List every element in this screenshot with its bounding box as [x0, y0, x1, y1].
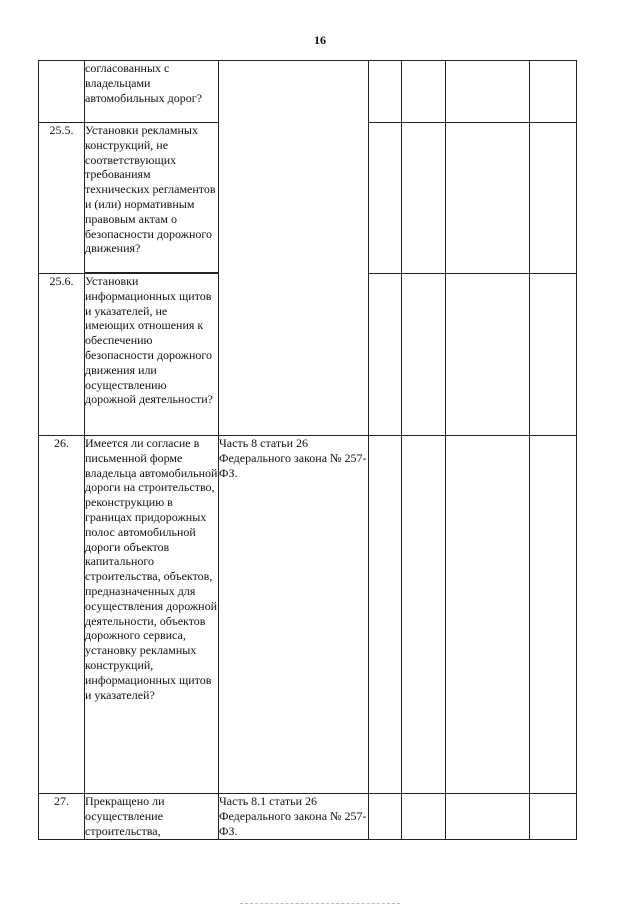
- reference-cell: Часть 8.1 статьи 26 Федерального закона № 257-ФЗ.: [219, 794, 367, 838]
- question-cell: согласованных с владельцами автомобильных дорог?: [85, 61, 219, 123]
- page-number: 16: [314, 33, 326, 47]
- reference-cell: Часть 8 статьи 26 Федерального закона № 257-ФЗ.: [219, 436, 369, 794]
- note-cell: [530, 794, 577, 840]
- table-row: [39, 436, 577, 794]
- answer-no-cell: [402, 794, 446, 840]
- answer-na-cell: [446, 123, 530, 274]
- table-row: [39, 61, 577, 121]
- row-number: 25.5.: [39, 123, 85, 274]
- answer-na-cell: [446, 274, 530, 436]
- answer-no-cell: [402, 274, 446, 436]
- answer-na-cell: [446, 794, 530, 840]
- row-number: 26.: [39, 436, 85, 794]
- answer-no-cell: [402, 123, 446, 274]
- answer-na-cell: [446, 61, 530, 123]
- question-cell: Установки рекламных конструкций, не соответствующих требованиям технических регламентов и (или) нормативным правовым актам о безопасности дорожного движения?: [85, 123, 219, 273]
- answer-yes-cell: [369, 436, 402, 794]
- note-cell: [530, 123, 577, 274]
- answer-yes-cell: [369, 274, 402, 436]
- row-number: 27.: [39, 794, 85, 840]
- answer-yes-cell: [369, 123, 402, 274]
- checklist-table: [38, 60, 577, 840]
- note-cell: [530, 61, 577, 123]
- row-number: 25.6.: [39, 274, 85, 436]
- answer-yes-cell: [369, 61, 402, 123]
- answer-yes-cell: [369, 794, 402, 840]
- question-cell: Имеется ли согласие в письменной форме владельца автомобильной дороги на строительство, реконструкцию в границах придорожных полос автомобильной дороги объектов капитального строительства, объектов, предназначенных для осуществления дорожной деятельности, объектов дорожного сервиса, установку рекламных конструкций, информационных щитов и указателей?: [85, 436, 219, 794]
- scan-edge-mark: [240, 903, 400, 904]
- answer-no-cell: [402, 61, 446, 123]
- reference-cell: [219, 61, 369, 436]
- answer-no-cell: [402, 436, 446, 794]
- row-number: [39, 61, 85, 123]
- question-cell: Установки информационных щитов и указателей, не имеющих отношения к обеспечению безопасности дорожного движения или осуществлению дорожной деятельности?: [85, 274, 219, 436]
- answer-na-cell: [446, 436, 530, 794]
- note-cell: [530, 274, 577, 436]
- question-cell: Прекращено ли осуществление строительства,: [85, 794, 219, 840]
- note-cell: [530, 436, 577, 794]
- table-row: [39, 794, 577, 840]
